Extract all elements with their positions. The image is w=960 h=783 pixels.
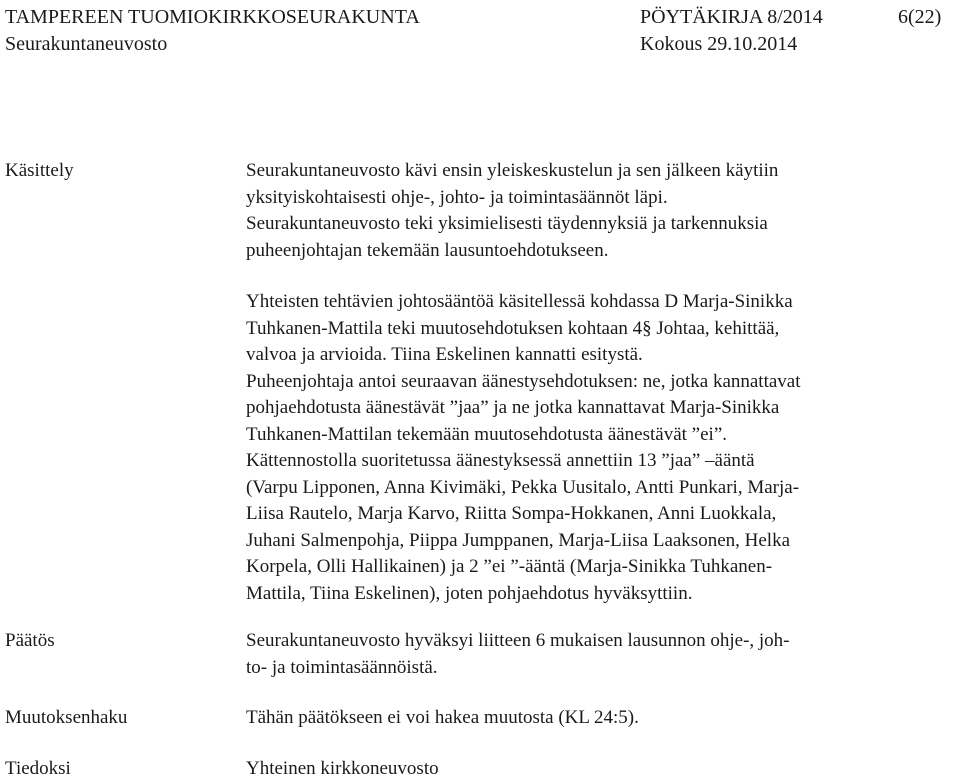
text-line: pohjaehdotusta äänestävät ”jaa” ja ne jotka kannattavat Marja-Sinikka xyxy=(246,397,780,418)
tiedoksi-text: Yhteinen kirkkoneuvosto xyxy=(246,758,439,779)
text-line: Liisa Rautelo, Marja Karvo, Riitta Sompa-Hokkanen, Anni Luokkala, xyxy=(246,503,777,524)
organization-name: TAMPEREEN TUOMIOKIRKKOSEURAKUNTA xyxy=(5,6,420,28)
page-number: 6(22) xyxy=(898,6,942,28)
section-label-tiedoksi: Tiedoksi xyxy=(5,758,71,779)
text-line: Kättennostolla suoritetussa äänestyksessä annettiin 13 ”jaa” –ääntä xyxy=(246,450,755,471)
governing-body: Seurakuntaneuvosto xyxy=(5,33,168,55)
text-line: Korpela, Olli Hallikainen) ja 2 ”ei ”-ääntä (Marja-Sinikka Tuhkanen- xyxy=(246,556,773,577)
text-line: yksityiskohtaisesti ohje-, johto- ja toimintasäännöt läpi. xyxy=(246,186,668,208)
text-line: Tuhkanen-Mattila teki muutosehdotuksen kohtaan 4§ Johtaa, kehittää, xyxy=(246,317,780,339)
text-line: Seurakuntaneuvosto teki yksimielisesti täydennyksiä ja tarkennuksia xyxy=(246,213,768,234)
text-line: (Varpu Lipponen, Anna Kivimäki, Pekka Uusitalo, Antti Punkari, Marja- xyxy=(246,476,800,498)
text-line: Puheenjohtaja antoi seuraavan äänestysehdotuksen: ne, jotka kannattavat xyxy=(246,370,801,392)
text-line: Tuhkanen-Mattilan tekemään muutosehdotusta äänestävät ”ei”. xyxy=(246,423,728,445)
section-label-paatos: Päätös xyxy=(5,630,55,651)
text-line: Yhteisten tehtävien johtosääntöä käsitellessä kohdassa D Marja-Sinikka xyxy=(246,291,793,312)
text-line: Mattila, Tiina Eskelinen), joten pohjaehdotus hyväksyttiin. xyxy=(246,582,693,604)
text-line: Juhani Salmenpohja, Piippa Jumppanen, Marja-Liisa Laaksonen, Helka xyxy=(246,529,791,551)
text-line: to- ja toimintasäännöistä. xyxy=(246,656,438,678)
document-title: PÖYTÄKIRJA 8/2014 xyxy=(640,6,823,28)
paatos-paragraph xyxy=(246,628,958,681)
meeting-date: Kokous 29.10.2014 xyxy=(640,33,798,55)
text-line: Seurakuntaneuvosto kävi ensin yleiskeskustelun ja sen jälkeen käytiin xyxy=(246,160,779,181)
muutoksenhaku-text: Tähän päätökseen ei voi hakea muutosta (KL 24:5). xyxy=(246,707,639,728)
kasittely-paragraph-1 xyxy=(246,158,958,264)
text-line: puheenjohtajan tekemään lausuntoehdotukseen. xyxy=(246,239,609,261)
text-line: Seurakuntaneuvosto hyväksyi liitteen 6 mukaisen lausunnon ohje-, joh- xyxy=(246,630,790,651)
section-label-muutoksenhaku: Muutoksenhaku xyxy=(5,707,128,728)
kasittely-paragraph-2 xyxy=(246,289,958,607)
text-line: valvoa ja arvioida. Tiina Eskelinen kannatti esitystä. xyxy=(246,344,643,365)
section-label-kasittely: Käsittely xyxy=(5,160,74,181)
